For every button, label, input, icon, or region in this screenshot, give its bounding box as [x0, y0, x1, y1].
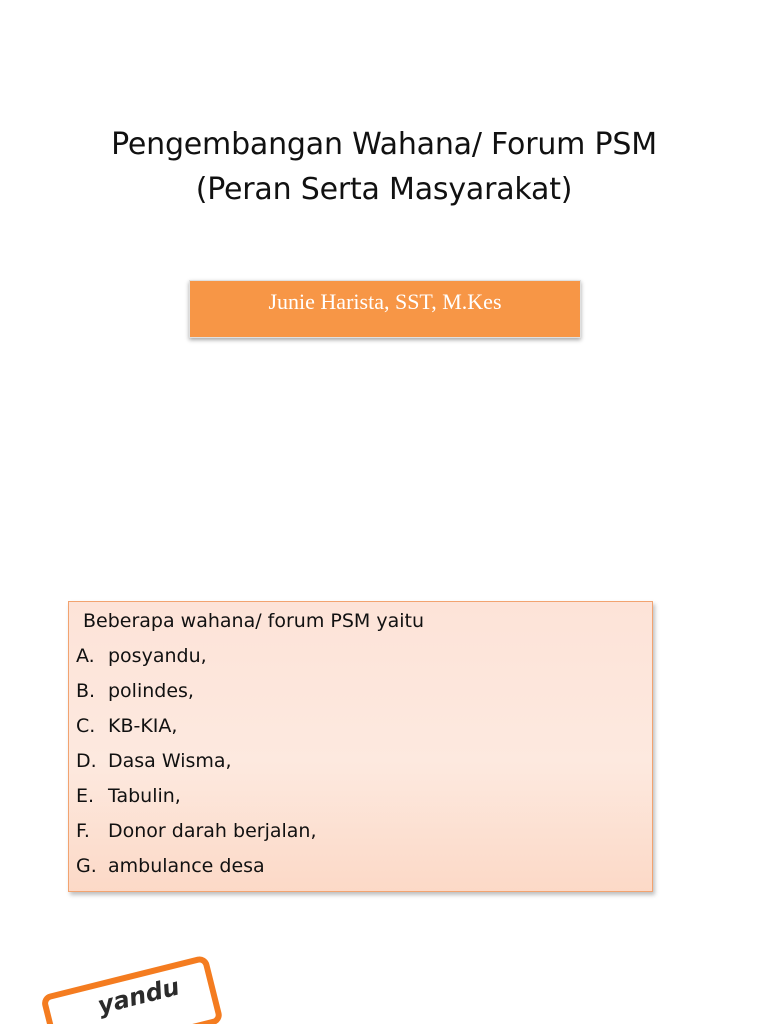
list-item-text: KB-KIA, — [108, 715, 178, 737]
list-marker: F. — [76, 820, 90, 842]
list-marker: A. — [76, 645, 95, 667]
list-item — [76, 748, 317, 783]
list-item — [76, 783, 317, 818]
list-item — [76, 643, 317, 678]
list-item-text: Donor darah berjalan, — [108, 820, 317, 842]
content-intro: Beberapa wahana/ forum PSM yaitu — [83, 610, 424, 632]
author-box — [189, 280, 581, 338]
list-item — [76, 853, 317, 888]
content-box — [68, 601, 653, 892]
slide-title — [0, 122, 768, 212]
list-item — [76, 678, 317, 713]
forum-list — [76, 643, 317, 888]
list-item-text: posyandu, — [108, 645, 207, 667]
list-item-text: polindes, — [108, 680, 194, 702]
author-name: Junie Harista, SST, M.Kes — [268, 289, 502, 314]
list-marker: D. — [76, 750, 97, 772]
list-item-text: ambulance desa — [108, 855, 265, 877]
slide-title-line-2: (Peran Serta Masyarakat) — [195, 172, 573, 207]
list-marker: E. — [76, 785, 95, 807]
list-item — [76, 713, 317, 748]
list-marker: C. — [76, 715, 96, 737]
list-item-text: Tabulin, — [108, 785, 181, 807]
list-marker: B. — [76, 680, 96, 702]
slide-title-line-1: Pengembangan Wahana/ Forum PSM — [111, 127, 657, 162]
list-marker: G. — [76, 855, 97, 877]
logo-text: yandu — [94, 972, 183, 1020]
list-item-text: Dasa Wisma, — [108, 750, 232, 772]
posyandu-logo-stamp — [40, 954, 224, 1024]
list-item — [76, 818, 317, 853]
